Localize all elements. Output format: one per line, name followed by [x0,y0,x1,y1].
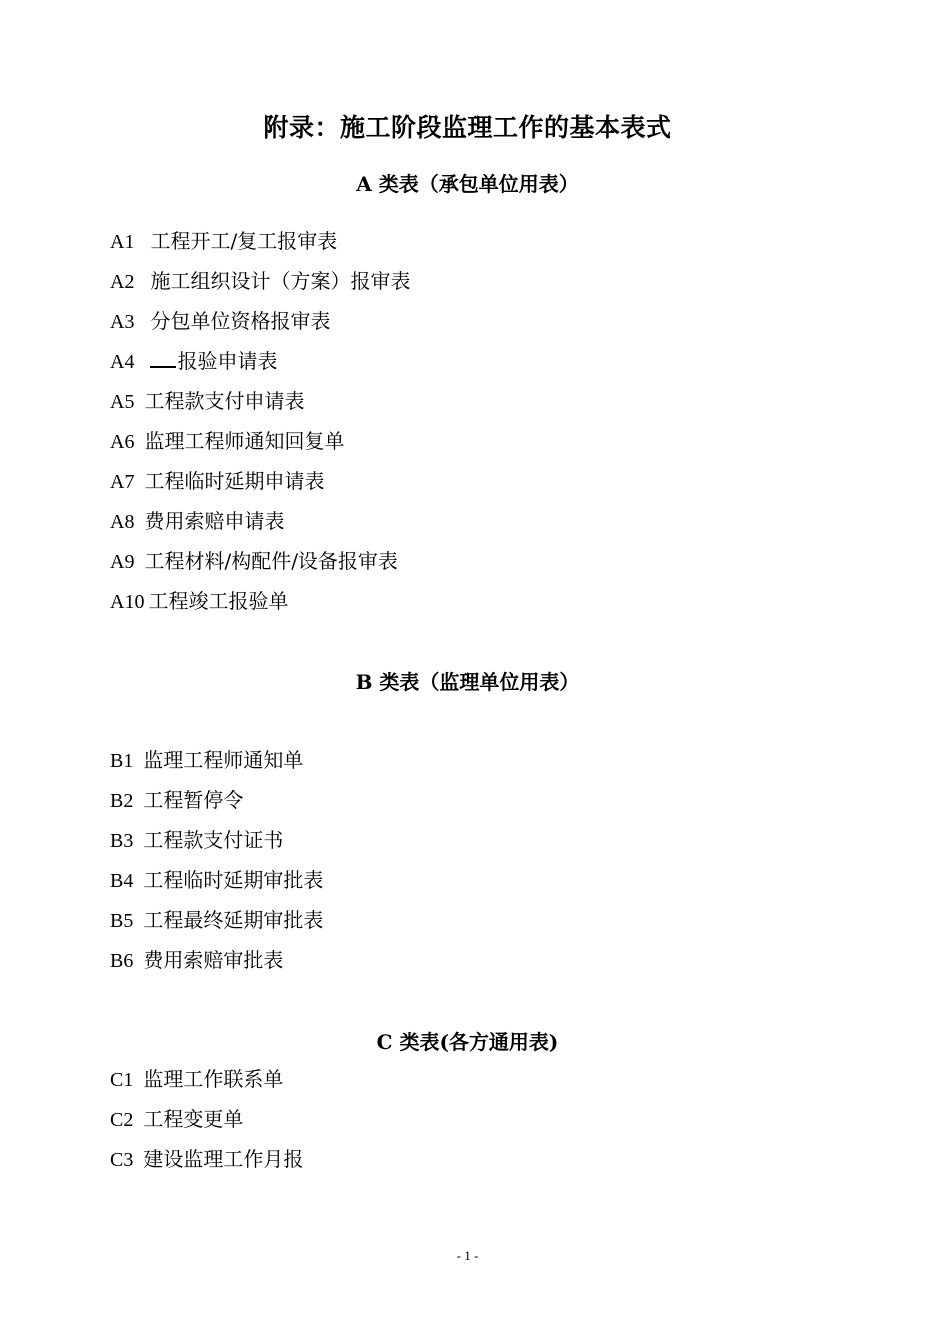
form-code: B3 [110,830,134,852]
list-item [110,940,323,980]
form-name: 工程暂停令 [143,788,244,812]
fill-in-blank [150,348,176,368]
list-item [110,1099,303,1139]
section-a-list [110,221,410,621]
form-code: A4 [110,351,135,373]
list-item [110,341,410,381]
form-name: 费用索赔审批表 [143,948,284,972]
form-code: B5 [110,910,134,932]
page-number: - 1 - [456,1248,479,1263]
list-item [110,581,410,621]
form-code: A3 [110,311,135,333]
list-item [110,780,323,820]
form-code: A5 [110,391,135,413]
form-code: A9 [110,551,135,573]
section-b-heading: B 类表（监理单位用表） [355,670,580,694]
form-name: 工程材料/构配件/设备报审表 [144,549,398,573]
form-name: 工程竣工报验单 [148,589,289,613]
form-code: C1 [110,1069,134,1091]
form-code: A6 [110,431,135,453]
form-code: A2 [110,271,135,293]
document-title: 附录：施工阶段监理工作的基本表式 [263,113,672,142]
list-item [110,820,323,860]
form-name: 施工组织设计（方案）报审表 [150,269,411,293]
list-item [110,541,410,581]
form-name: 工程临时延期审批表 [143,868,324,892]
form-name: 费用索赔申请表 [144,509,285,533]
list-item [110,1059,303,1099]
form-code: C2 [110,1109,134,1131]
form-name: 工程临时延期申请表 [144,469,325,493]
list-item [110,860,323,900]
list-item [110,740,323,780]
list-item [110,421,410,461]
list-item [110,1139,303,1179]
form-code: A8 [110,511,135,533]
form-code: A10 [110,591,145,613]
section-c-list [110,1059,303,1179]
form-name: 工程款支付申请表 [144,389,305,413]
section-b-list [110,740,323,980]
form-name: 工程开工/复工报审表 [150,229,338,253]
form-name: 工程款支付证书 [143,828,284,852]
section-a-heading: A 类表（承包单位用表） [356,172,579,196]
form-name: 监理工作联系单 [143,1067,284,1091]
form-name: 工程变更单 [143,1107,244,1131]
form-name: 分包单位资格报审表 [150,309,331,333]
form-code: B4 [110,870,134,892]
list-item [110,381,410,421]
list-item [110,501,410,541]
form-code: A7 [110,471,135,493]
form-name: 建设监理工作月报 [143,1147,304,1171]
list-item [110,221,410,261]
list-item [110,301,410,341]
form-name: 监理工程师通知单 [143,748,304,772]
form-code: B6 [110,950,134,972]
form-name: 监理工程师通知回复单 [144,429,345,453]
list-item [110,461,410,501]
form-code: B2 [110,790,134,812]
form-code: A1 [110,231,135,253]
section-c-heading: C 类表(各方通用表) [376,1030,559,1054]
list-item [110,900,323,940]
form-name: 报验申请表 [177,349,278,373]
list-item [110,261,410,301]
form-code: C3 [110,1149,134,1171]
form-name: 工程最终延期审批表 [143,908,324,932]
form-code: B1 [110,750,134,772]
